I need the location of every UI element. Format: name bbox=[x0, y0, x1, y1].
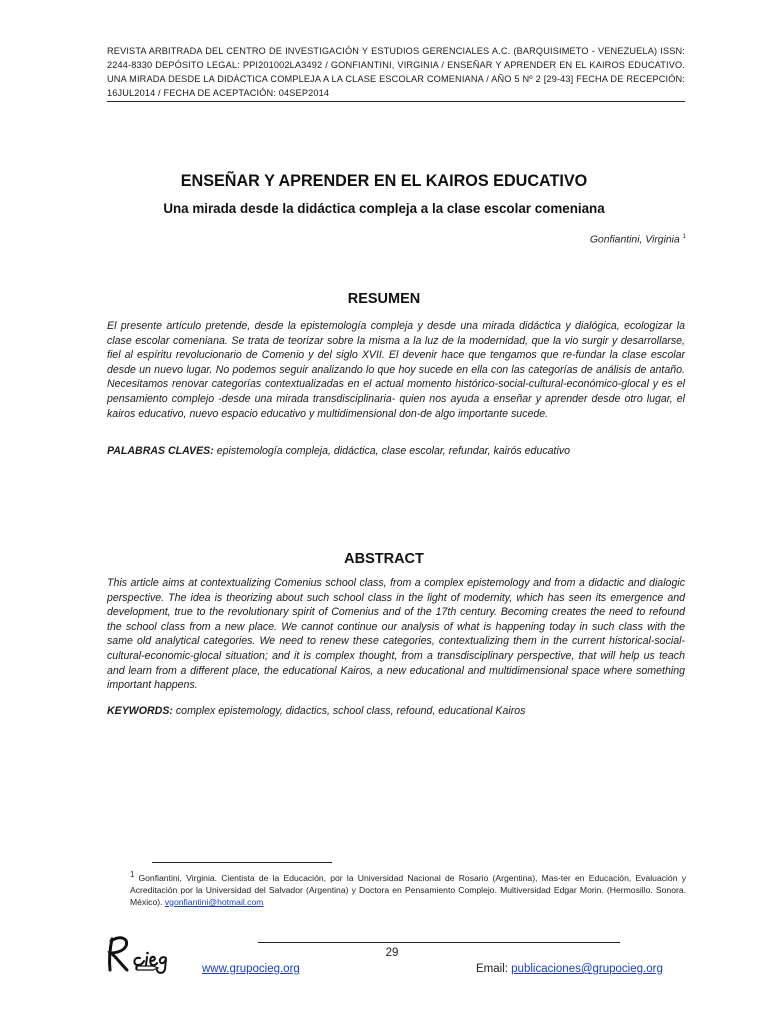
abstract-heading: ABSTRACT bbox=[344, 551, 424, 567]
website-link[interactable]: www.grupocieg.org bbox=[202, 963, 300, 975]
journal-header: REVISTA ARBITRADA DEL CENTRO DE INVESTIGACIÓN Y ESTUDIOS GERENCIALES A.C. (BARQUISIMETO - VENEZUELA) ISSN: 2244-8330 DEPÓSITO LEGAL: PPI201002LA3492 / GONFIANTINI, VIRGINIA / ENSEÑAR Y APRENDER EN EL KAIROS EDUCATIVO. UNA MIRADA DESDE LA DIDÁCTICA COMPLEJA A LA CLASE ESCOLAR COMENIANA / AÑO 5 Nº 2 [29-43] FECHA DE RECEPCIÓN: 16JUL2014 / FECHA DE ACEPTACIÓN: 04SEP2014 bbox=[107, 46, 685, 98]
footer-email bbox=[476, 963, 663, 975]
author-name: Gonfiantini, Virginia bbox=[589, 234, 680, 246]
footnote-email-link[interactable]: vgonfiantini@hotmail.com bbox=[164, 896, 264, 907]
resumen-keywords-list: epistemología compleja, didáctica, clase escolar, refundar, kairós educativo bbox=[216, 445, 571, 457]
page-number: 29 bbox=[385, 947, 399, 959]
article-title: ENSEÑAR Y APRENDER EN EL KAIROS EDUCATIVO bbox=[180, 172, 588, 190]
footer-divider bbox=[258, 942, 620, 943]
article-subtitle: Una mirada desde la didáctica compleja a la clase escolar comeniana bbox=[163, 201, 605, 216]
footer-email-link[interactable]: publicaciones@grupocieg.org bbox=[511, 963, 663, 975]
resumen-text: El presente artículo pretende, desde la epistemología compleja y desde una mirada didáctica y dialógica, ecologizar la clase escolar comeniana. Se trata de teorizar sobre la misma a la luz de la modernidad, que la vio surgir y desarrollarse, fiel al espíritu revolucionario de Comenio y del siglo XVII. El devenir hace que tengamos que re-fundar la clase escolar desde un nuevo lugar. No podemos seguir analizando lo que hoy sucede en ella con las categorías de análisis de antaño. Necesitamos renovar categorías contextualizadas en el actual momento histórico-social-cultural-económico-glocal y es el pensamiento complejo -desde una mirada transdisciplinaria- quien nos ayuda a enseñar y aprender desde otro lugar, el kairos educativo, nuevo espacio educativo y multidimensional don-de algo importante sucede. bbox=[107, 320, 685, 420]
resumen-keywords-label: PALABRAS CLAVES: bbox=[107, 445, 214, 457]
abstract-text: This article aims at contextualizing Comenius school class, from a complex epistemology and from a didactic and dialogic perspective. The idea is theorizing about such school class in the light of modernity, which has seen its emergence and development, true to the revolutionary spirit of Comenius and of the 17th century. Becoming creates the need to refound the school class from a new place. We cannot continue our analysis of what is happening today in such class with the same old analytical categories. We need to renew these categories, contextualizing them in the current historical-social-cultural-economic-glocal situation; and it is complex thought, from a transdisciplinary perspective, that will help us teach and learn from a different place, the educational Kairos, a new educational and multidimensional space where something important happens. bbox=[107, 577, 685, 692]
resumen-heading: RESUMEN bbox=[347, 291, 421, 307]
abstract-keywords-list: complex epistemology, didactics, school class, refound, educational Kairos bbox=[175, 705, 526, 717]
author-footnote-mark: 1 bbox=[682, 234, 686, 240]
footnote-mark: 1 bbox=[130, 870, 135, 879]
footnote-separator bbox=[152, 862, 332, 863]
resumen-keywords bbox=[107, 445, 685, 457]
footnote-text: Gonfiantini, Virginia. Cientista de la Educación, por la Universidad Nacional de Rosario (Argentina), Mas-ter en Educación, Evaluación y Acreditación por la Universidad del Salvador (Argentina) y Doctora en Pensamiento Complejo. Multiversidad Edgar Morin. (Hermosillo. Sonora. México). bbox=[130, 872, 686, 907]
author-line bbox=[590, 234, 686, 245]
abstract-keywords-label: KEYWORDS: bbox=[107, 705, 173, 717]
footnote bbox=[130, 869, 686, 908]
header-divider bbox=[107, 101, 685, 102]
footer-email-label: Email: bbox=[476, 963, 508, 975]
abstract-keywords bbox=[107, 705, 685, 717]
